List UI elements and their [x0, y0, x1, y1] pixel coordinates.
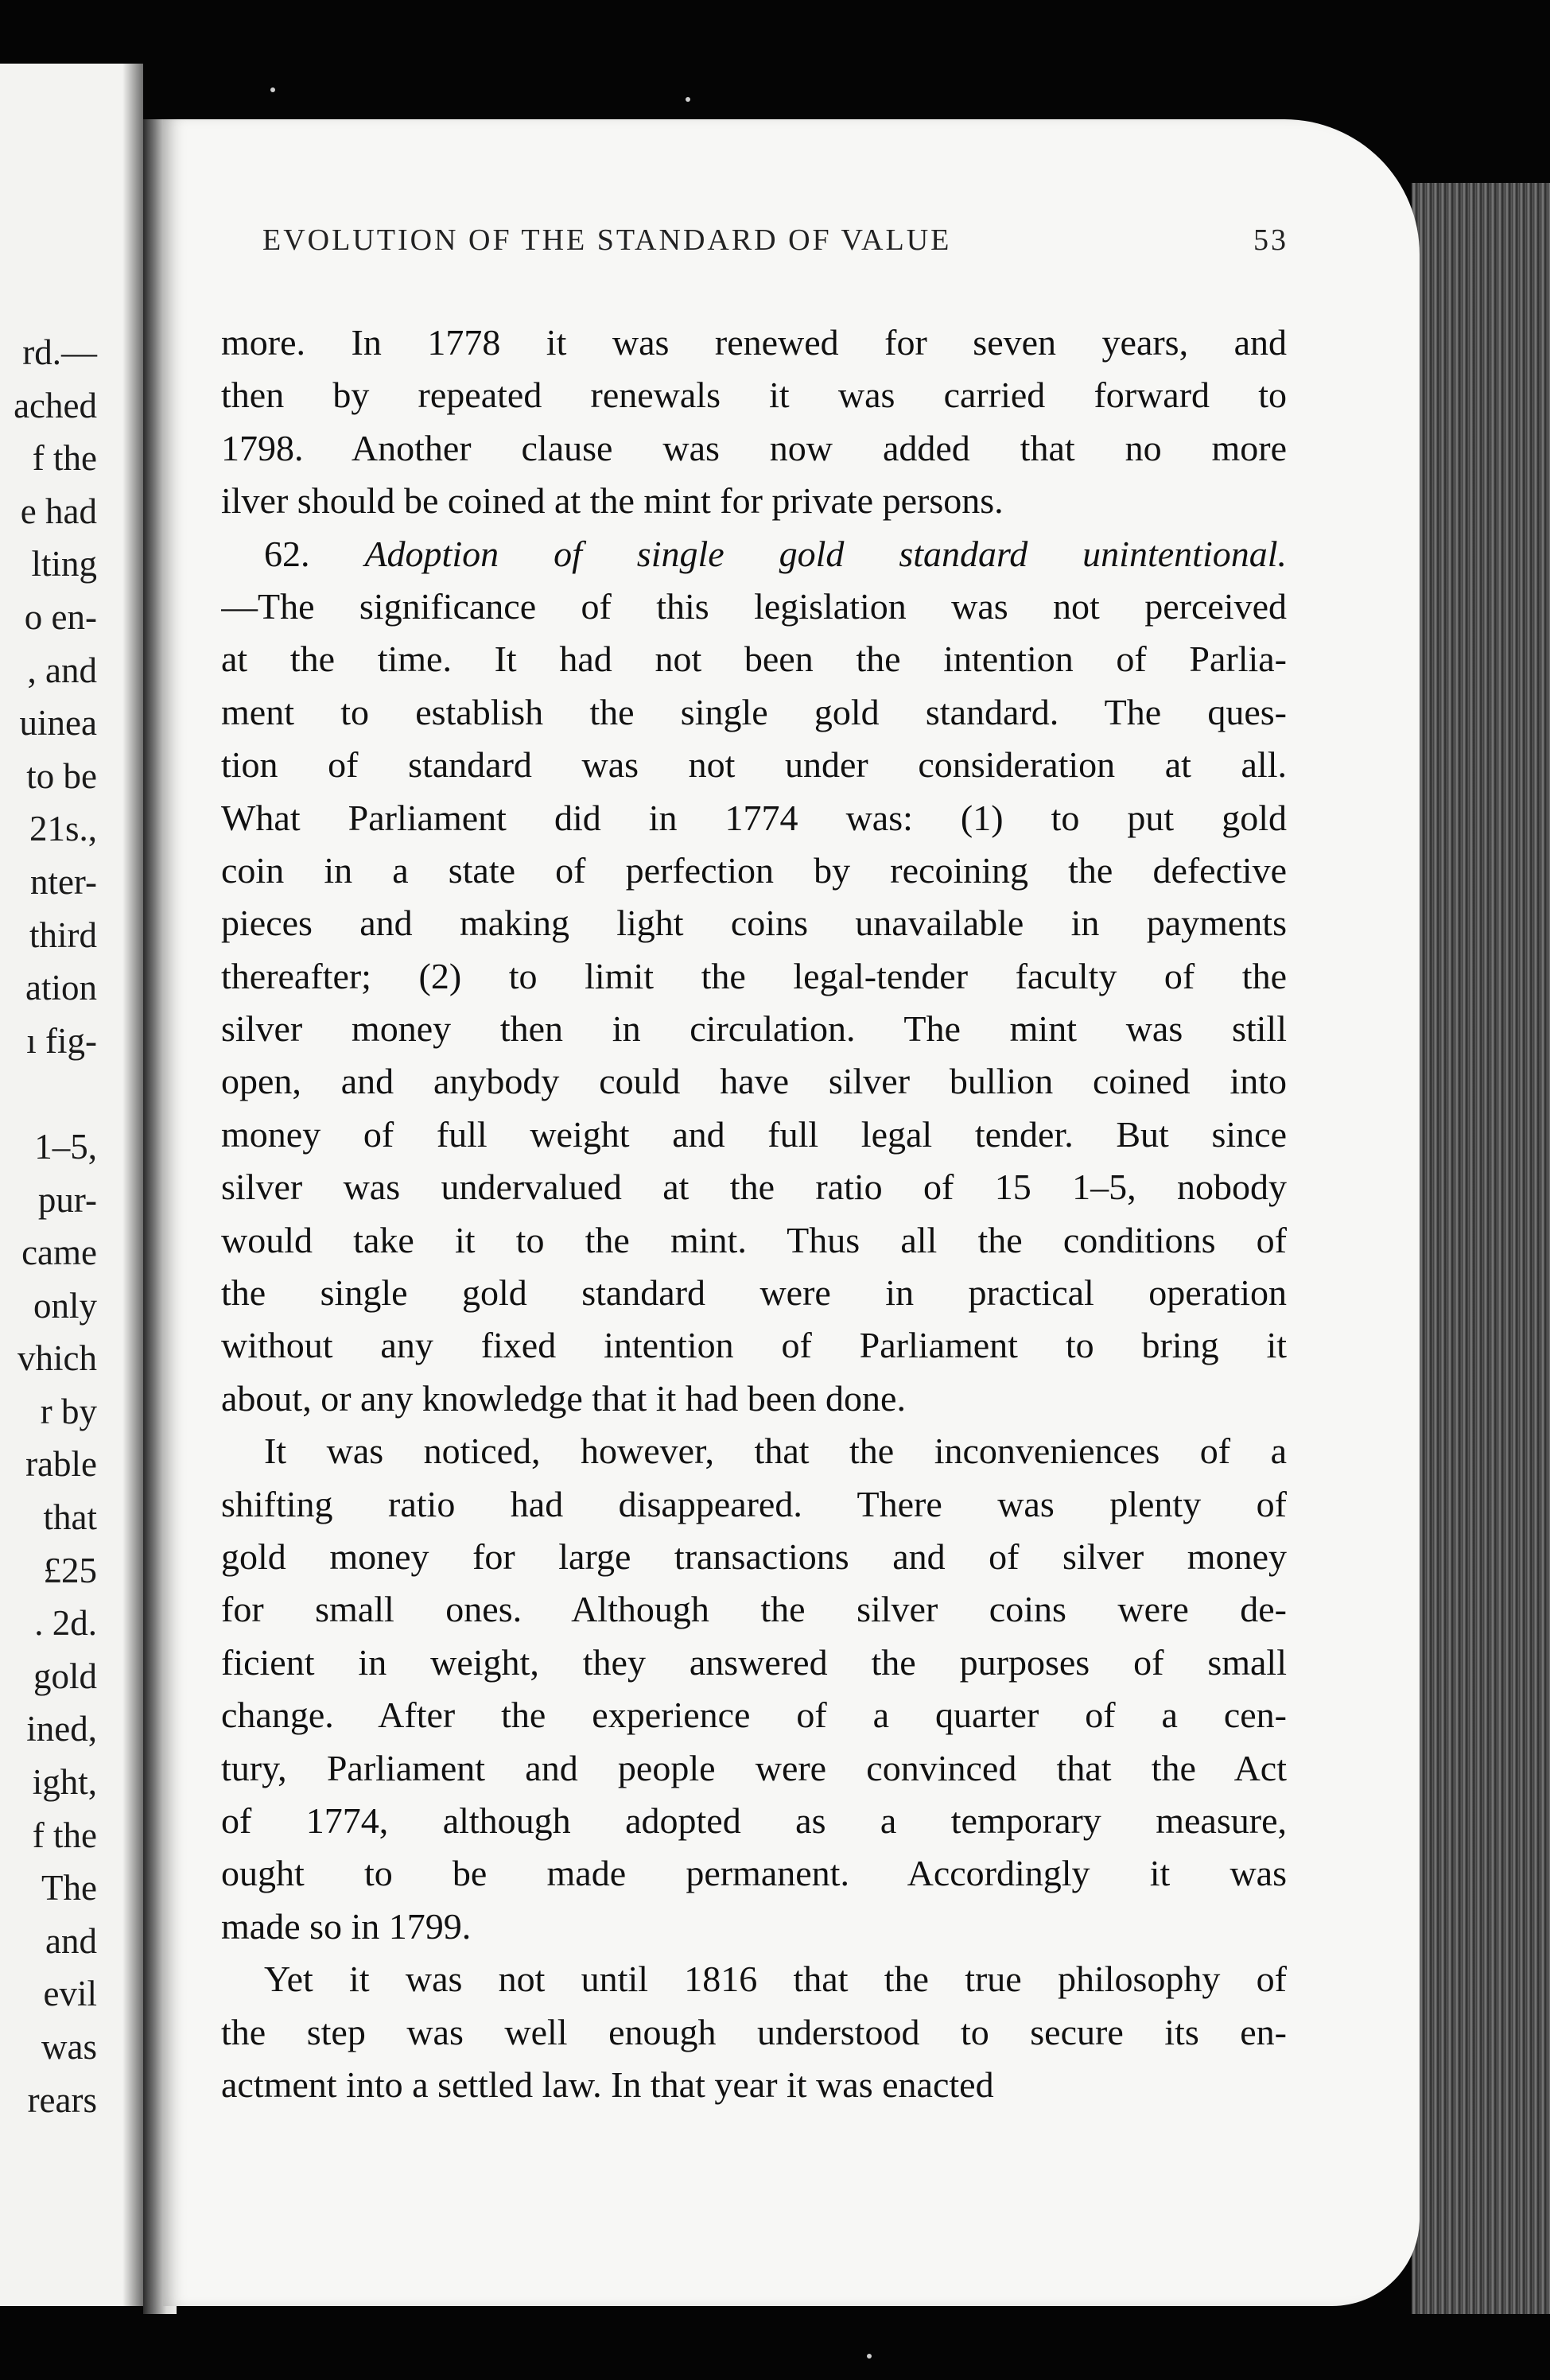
text-line: then by repeated renewals it was carried forward to: [221, 375, 1287, 416]
facing-page-line: and: [45, 1920, 97, 1961]
section-number: 62.: [264, 533, 310, 574]
facing-page-line: vhich: [17, 1338, 97, 1379]
text-line: made so in 1799.: [221, 1905, 472, 1947]
facing-page-line: third: [29, 914, 97, 955]
facing-page-line: rable: [25, 1444, 97, 1485]
facing-page-line: . 2d.: [34, 1603, 97, 1644]
facing-page-line: The: [41, 1868, 97, 1908]
text-line: ought to be made permanent. Accordingly it was: [221, 1853, 1287, 1894]
facing-page-line: nter-: [29, 861, 97, 902]
text-line: ilver should be coined at the mint for private persons.: [221, 480, 1004, 522]
text-line: ment to establish the single gold standard. The ques-: [221, 691, 1287, 732]
facing-page-line: 21s.,: [29, 809, 97, 849]
paragraph-continued: [221, 316, 1287, 528]
text-line: the step was well enough understood to secure its en-: [221, 2011, 1287, 2052]
facing-page-line: uinea: [19, 703, 97, 744]
running-head-title: EVOLUTION OF THE STANDARD OF VALUE: [262, 223, 952, 257]
text-line: would take it to the mint. Thus all the conditions of: [221, 1219, 1287, 1260]
text-line: at the time. It had not been the intention of Parlia-: [221, 639, 1287, 680]
facing-page-line: evil: [43, 1974, 97, 2014]
text-line: without any fixed intention of Parliament to bring it: [221, 1325, 1287, 1366]
facing-page-line: rears: [27, 2079, 97, 2120]
text-line: change. After the experience of a quarter of a cen-: [221, 1695, 1287, 1736]
facing-page-line: , and: [27, 650, 97, 690]
text-line: —The significance of this legislation was not perceived: [221, 585, 1287, 627]
text-line: open, and anybody could have silver bullion coined into: [221, 1061, 1287, 1102]
text-line: Yet it was not until 1816 that the true philosophy of: [264, 1959, 1287, 2000]
dust-speck: [867, 2354, 872, 2359]
facing-page-line: o en-: [24, 596, 97, 637]
paragraph-section-62: [221, 580, 1287, 1425]
text-line: money of full weight and full legal tender. But since: [221, 1113, 1287, 1155]
facing-page-line: f the: [32, 1815, 97, 1855]
facing-page-line: r by: [40, 1391, 97, 1431]
facing-page-line: £25: [43, 1550, 97, 1590]
facing-page-line: pur-: [37, 1179, 97, 1220]
body-text: [221, 316, 1287, 2111]
facing-page-line: ation: [25, 968, 97, 1008]
text-line: coin in a state of perfection by recoining the defective: [221, 849, 1287, 891]
text-line: silver money then in circulation. The mint was still: [221, 1008, 1287, 1050]
text-line: pieces and making light coins unavailable in payments: [221, 903, 1287, 944]
text-line: It was noticed, however, that the inconveniences of a: [264, 1431, 1287, 1472]
text-line: thereafter; (2) to limit the legal-tender faculty of the: [221, 955, 1287, 996]
gutter-shadow: [122, 64, 143, 2306]
facing-page-line: came: [21, 1233, 97, 1273]
facing-page-line: was: [41, 2027, 97, 2067]
facing-page-left: [0, 64, 143, 2306]
paragraph-1816: [221, 1953, 1287, 2111]
text-line: the single gold standard were in practical operation: [221, 1272, 1287, 1314]
text-line: silver was undervalued at the ratio of 15 1–5, nobody: [221, 1167, 1287, 1208]
text-line: about, or any knowledge that it had been done.: [221, 1377, 906, 1419]
text-line: shifting ratio had disappeared. There was plenty of: [221, 1483, 1287, 1524]
page-number: 53: [1253, 223, 1288, 257]
dust-speck: [686, 97, 690, 102]
facing-page-line: ined,: [26, 1709, 97, 1749]
facing-page-line: only: [33, 1285, 97, 1326]
text-line: actment into a settled law. In that year it was enacted: [221, 2064, 994, 2105]
facing-page-line: e had: [20, 491, 97, 531]
paragraph-inconveniences: [221, 1425, 1287, 1953]
page-edges: [1412, 183, 1550, 2314]
text-line: more. In 1778 it was renewed for seven years, and: [221, 322, 1287, 363]
facing-page-line: lting: [31, 544, 97, 584]
facing-page-line: gold: [33, 1656, 97, 1696]
facing-page-line: that: [43, 1497, 97, 1538]
facing-page-line: 1–5,: [34, 1126, 97, 1167]
facing-page-line: ached: [14, 385, 97, 425]
text-line: of 1774, although adopted as a temporary measure,: [221, 1800, 1287, 1841]
text-line: for small ones. Although the silver coins were de-: [221, 1589, 1287, 1630]
text-line: 1798. Another clause was now added that no more: [221, 427, 1287, 468]
running-head: [262, 223, 1288, 258]
dust-speck: [270, 87, 275, 92]
facing-page-line: ight,: [32, 1762, 97, 1803]
facing-page-text-fragments: [14, 326, 97, 2126]
section-heading-line: [221, 528, 1287, 580]
facing-page-line: f the: [32, 438, 97, 479]
text-line: gold money for large transactions and of silver money: [221, 1536, 1287, 1577]
facing-page-line: to be: [26, 755, 97, 796]
text-line: What Parliament did in 1774 was: (1) to put gold: [221, 797, 1287, 838]
facing-page-line: rd.—: [22, 332, 97, 372]
facing-page-line: [14, 1067, 97, 1120]
text-line: tion of standard was not under consideration at all.: [221, 744, 1287, 786]
text-line: tury, Parliament and people were convinced that the Act: [221, 1747, 1287, 1788]
section-title: Adoption of single gold standard unintentional.: [364, 533, 1287, 574]
text-line: ficient in weight, they answered the purposes of small: [221, 1641, 1287, 1683]
facing-page-line: ı fig-: [26, 1020, 97, 1061]
